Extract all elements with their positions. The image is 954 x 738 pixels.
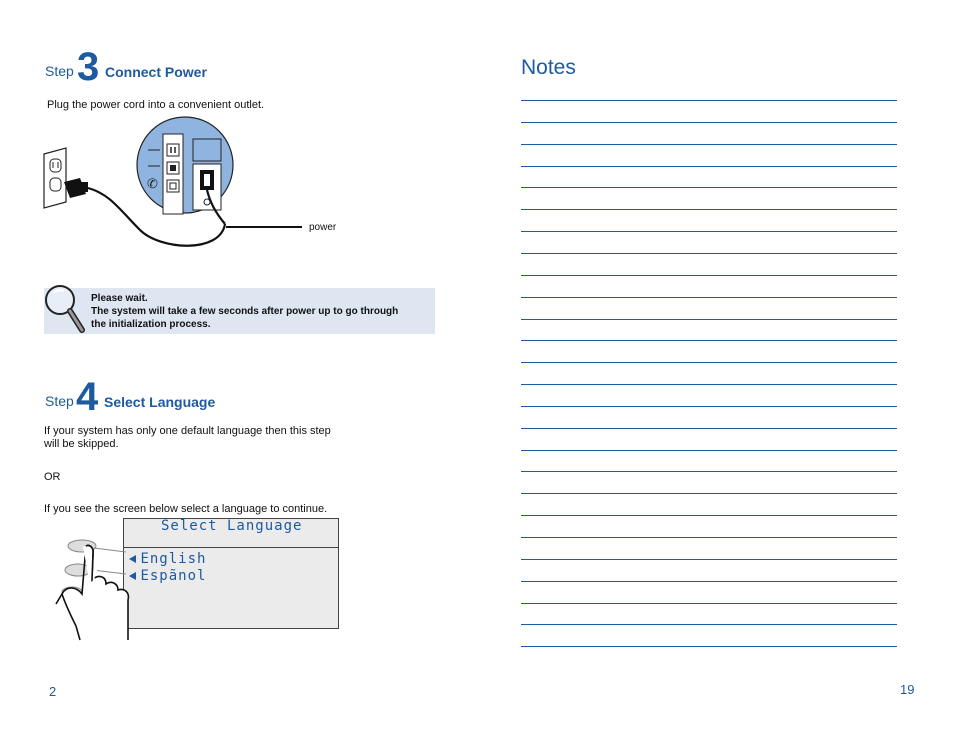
notes-line bbox=[521, 428, 897, 429]
lcd-header: Select Language bbox=[161, 518, 303, 534]
notes-line bbox=[521, 515, 897, 516]
step3-word: Step bbox=[45, 63, 74, 79]
lcd-header-bar bbox=[124, 519, 338, 548]
lcd-option-label: Espãnol bbox=[140, 568, 207, 584]
notes-line bbox=[521, 406, 897, 407]
step4-description-line1: If your system has only one default language then this step bbox=[44, 425, 331, 437]
power-plug-icon bbox=[64, 178, 88, 198]
notes-line bbox=[521, 340, 897, 341]
step3-title: Connect Power bbox=[105, 64, 207, 80]
notes-line bbox=[521, 144, 897, 145]
notes-line bbox=[521, 100, 897, 101]
step4-description bbox=[44, 425, 331, 451]
step4-title: Select Language bbox=[104, 394, 216, 410]
tip-title: Please wait. bbox=[91, 293, 148, 304]
step3-instruction: Plug the power cord into a convenient outlet. bbox=[47, 99, 265, 111]
left-page-number: 2 bbox=[49, 684, 57, 699]
step3-number: 3 bbox=[77, 45, 99, 89]
notes-line bbox=[521, 624, 897, 625]
notes-line bbox=[521, 166, 897, 167]
phone-icon: ✆ bbox=[147, 177, 158, 192]
power-illustration bbox=[40, 112, 310, 257]
step4-description-line2: will be skipped. bbox=[44, 438, 119, 450]
step4-instruction: If you see the screen below select a language to continue. bbox=[44, 503, 328, 515]
notes-line bbox=[521, 646, 897, 647]
notes-title: Notes bbox=[521, 56, 576, 79]
notes-line bbox=[521, 537, 897, 538]
notes-line bbox=[521, 559, 897, 560]
lcd-option-label: English bbox=[140, 551, 207, 567]
notes-line bbox=[521, 384, 897, 385]
notes-line bbox=[521, 187, 897, 188]
notes-line bbox=[521, 603, 897, 604]
notes-line bbox=[521, 581, 897, 582]
notes-line bbox=[521, 493, 897, 494]
notes-line bbox=[521, 362, 897, 363]
notes-line bbox=[521, 471, 897, 472]
notes-line bbox=[521, 275, 897, 276]
tip-text bbox=[91, 292, 398, 331]
notes-line bbox=[521, 122, 897, 123]
notes-line bbox=[521, 297, 897, 298]
tip-line-3: the initialization process. bbox=[91, 319, 211, 330]
step4-number: 4 bbox=[76, 375, 98, 419]
right-page-number: 19 bbox=[900, 682, 915, 697]
rear-panel-ports-icon bbox=[137, 117, 233, 224]
lcd-screen bbox=[123, 518, 339, 629]
hand-pointing-icon bbox=[48, 534, 144, 644]
magnifier-icon bbox=[44, 282, 90, 334]
step4-word: Step bbox=[45, 393, 74, 409]
power-label: power bbox=[309, 222, 337, 233]
notes-line bbox=[521, 209, 897, 210]
tip-line-2: The system will take a few seconds after power up to go through bbox=[91, 306, 399, 317]
notes-line bbox=[521, 253, 897, 254]
wall-outlet-icon bbox=[44, 148, 66, 208]
notes-line bbox=[521, 231, 897, 232]
notes-line bbox=[521, 450, 897, 451]
notes-line bbox=[521, 319, 897, 320]
or-text: OR bbox=[44, 471, 61, 483]
